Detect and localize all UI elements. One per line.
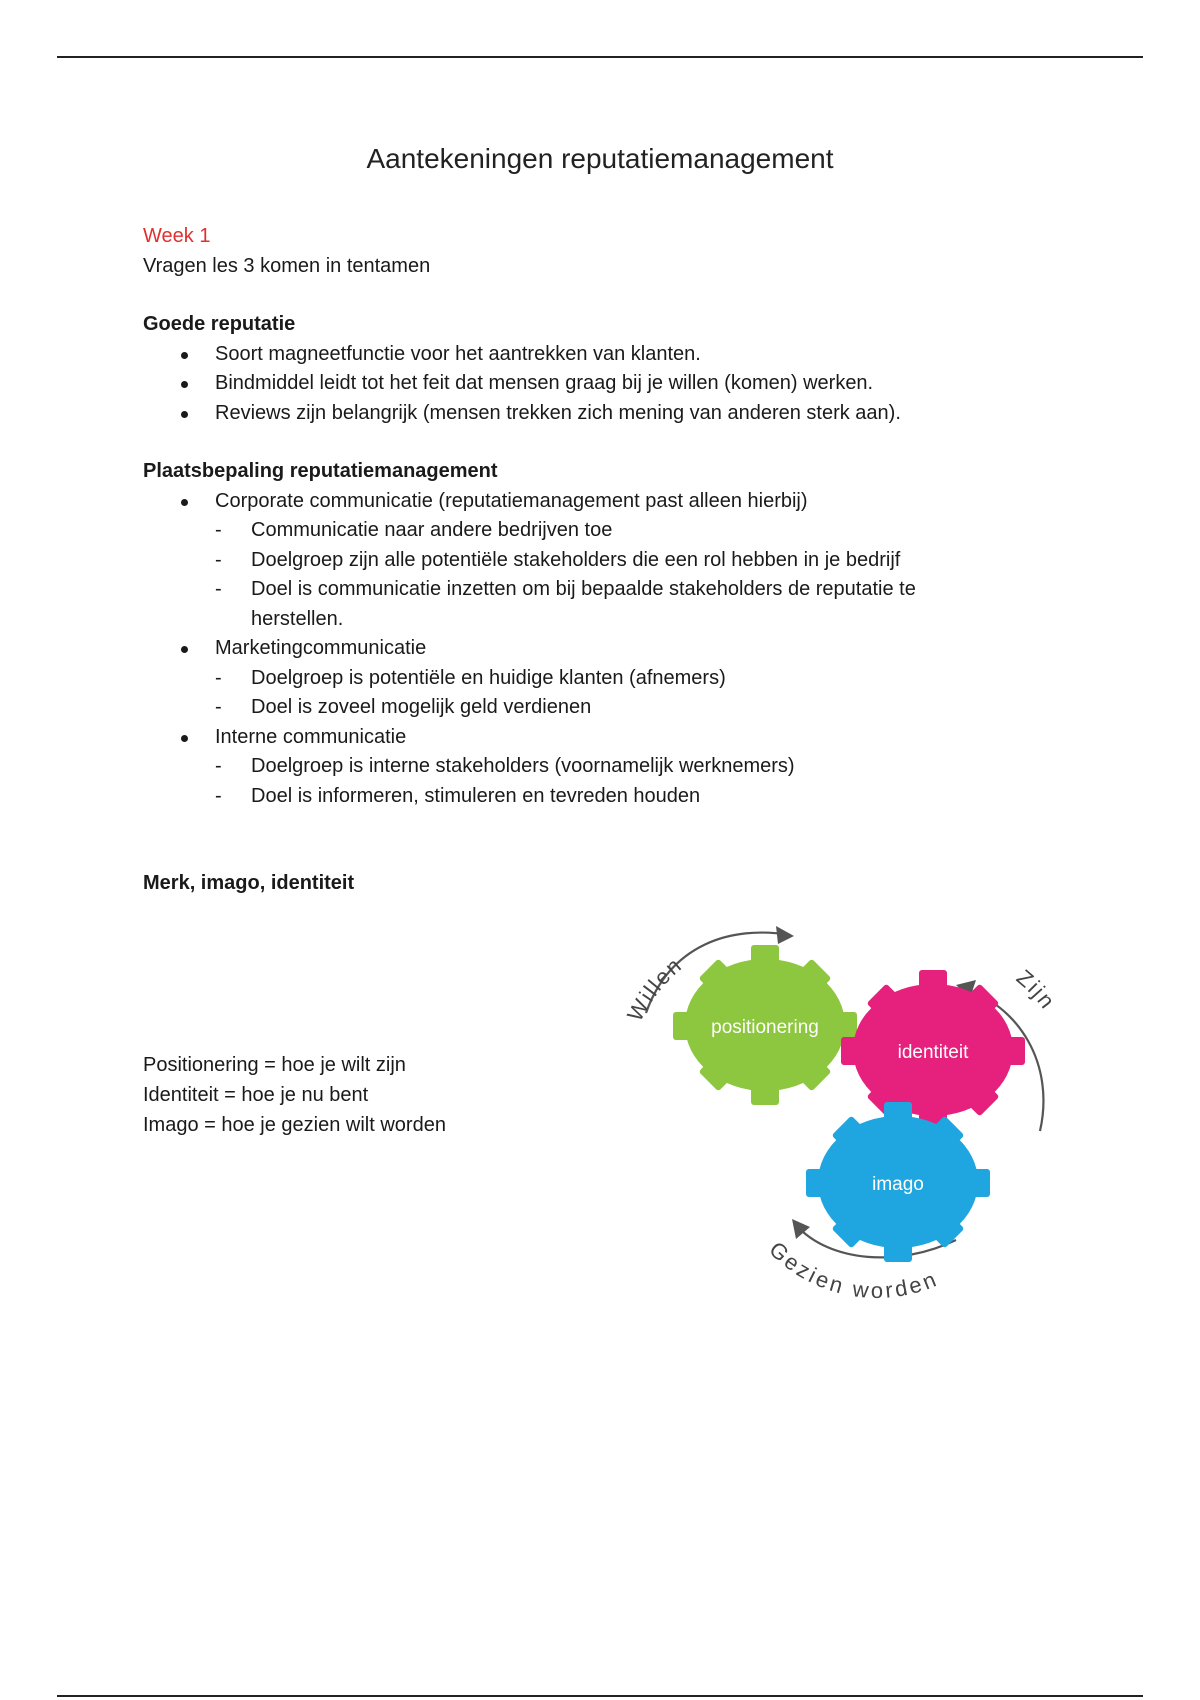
intro-line: Vragen les 3 komen in tentamen	[143, 254, 431, 277]
plaatsbepaling-list	[143, 487, 1103, 812]
section-heading-goede-reputatie: Goede reputatie	[143, 313, 296, 335]
definitions-block	[143, 1050, 446, 1140]
bullet-icon	[181, 381, 188, 388]
bullet-icon	[181, 646, 188, 653]
document-body	[143, 222, 1103, 899]
list-item: Bindmiddel leidt tot het feit dat mensen graag bij je willen (komen) werken.	[143, 369, 1103, 399]
top-rule	[57, 56, 1143, 58]
list-item: Reviews zijn belangrijk (mensen trekken zich mening van anderen sterk aan).	[143, 399, 1103, 429]
gear-imago	[806, 1102, 990, 1262]
sub-list-item: - Doel is communicatie inzetten om bij bepaalde stakeholders de reputatie te herstellen.	[215, 578, 916, 630]
gears-diagram	[620, 905, 1090, 1305]
list-item: Marketingcommunicatie - Doelgroep is potentiële en huidige klanten (afnemers) - Doel is zoveel mogelijk geld verdienen	[143, 634, 1103, 723]
list-item: Corporate communicatie (reputatiemanagement past alleen hierbij) - Communicatie naar andere bedrijven toe - Doelgroep zijn alle potentiële stakeholders die een rol hebben in je bedrijf - Doel is communicatie inzetten om bij bepaalde stakeholders de reputatie te herstellen.	[143, 487, 1103, 635]
sub-list-item: - Communicatie naar andere bedrijven toe	[215, 519, 613, 541]
page-title: Aantekeningen reputatiemanagement	[366, 143, 834, 174]
list-item: Interne communicatie - Doelgroep is interne stakeholders (voornamelijk werknemers) - Doel is informeren, stimuleren en tevreden houden	[143, 723, 1103, 812]
gear-identiteit-label: identiteit	[897, 1042, 969, 1063]
definition-identiteit: Identiteit = hoe je nu bent	[143, 1084, 369, 1106]
bottom-rule	[57, 1695, 1143, 1697]
sub-list-item: - Doel is informeren, stimuleren en tevreden houden	[215, 784, 701, 807]
gear-identiteit	[841, 970, 1025, 1130]
bullet-icon	[181, 411, 188, 418]
bullet-icon	[181, 499, 188, 506]
gear-imago-label: imago	[872, 1174, 924, 1195]
sub-list-item: - Doel is zoveel mogelijk geld verdienen	[215, 696, 592, 718]
gear-positionering	[673, 945, 857, 1105]
sub-list-item: - Doelgroep is interne stakeholders (voornamelijk werknemers)	[215, 755, 795, 777]
section-heading-plaatsbepaling: Plaatsbepaling reputatiemanagement	[143, 460, 498, 482]
sub-list-item: - Doelgroep is potentiële en huidige klanten (afnemers)	[215, 666, 726, 689]
list-item: Soort magneetfunctie voor het aantrekken van klanten.	[143, 340, 1103, 370]
willen-label: Willen	[622, 951, 688, 1026]
definition-positionering: Positionering = hoe je wilt zijn	[143, 1054, 406, 1076]
sub-list-item: - Doelgroep zijn alle potentiële stakeholders die een rol hebben in je bedrijf	[215, 548, 901, 571]
section-heading-merk: Merk, imago, identiteit	[143, 872, 355, 894]
goede-reputatie-list	[143, 340, 1103, 429]
sub-list	[215, 664, 1103, 723]
bullet-icon	[181, 735, 188, 742]
week-label: Week 1	[143, 225, 211, 247]
definition-imago: Imago = hoe je gezien wilt worden	[143, 1114, 446, 1136]
zijn-label: Zijn	[1011, 964, 1061, 1015]
gear-positionering-label: positionering	[711, 1017, 819, 1038]
sub-list	[215, 752, 1103, 811]
sub-list	[215, 516, 1103, 634]
bullet-icon	[181, 352, 188, 359]
gezien-label: Gezien worden	[764, 1236, 943, 1304]
willen-arrowhead-icon	[776, 926, 794, 944]
